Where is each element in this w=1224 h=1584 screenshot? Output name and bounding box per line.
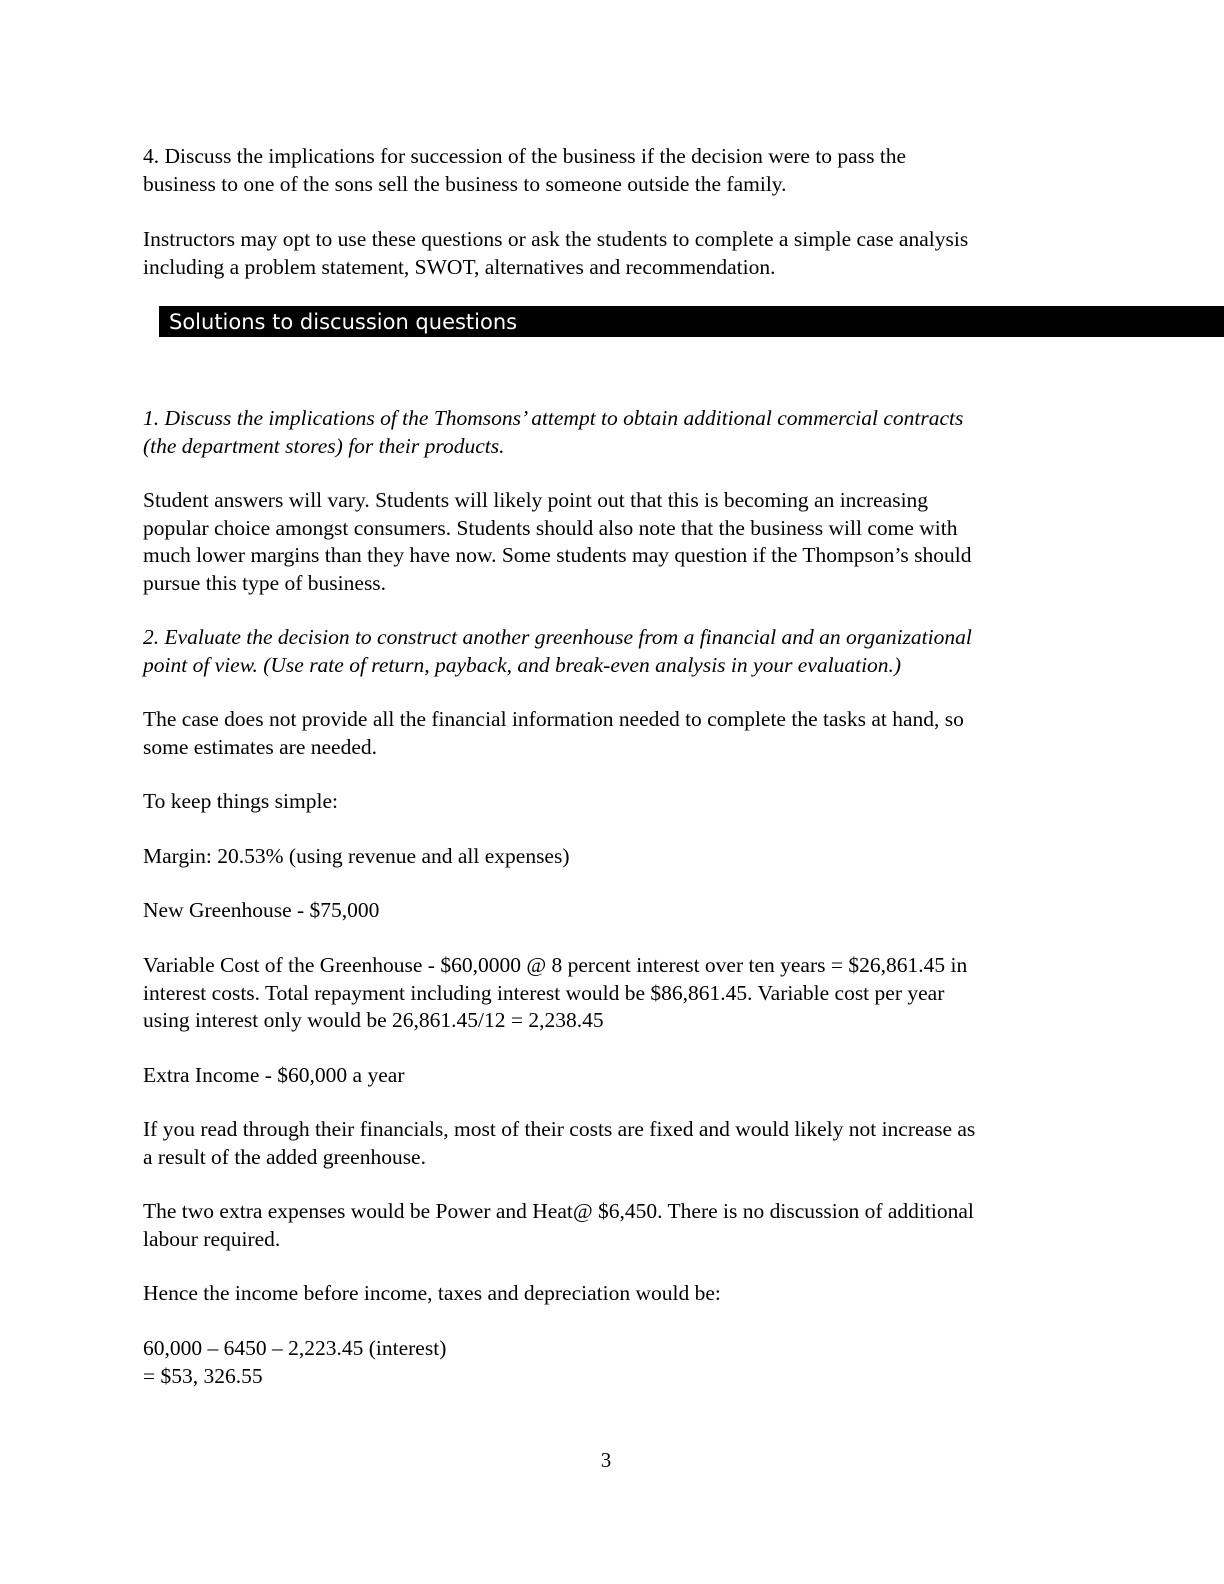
- question-1-paragraph: [143, 405, 1078, 460]
- text-line: a result of the added greenhouse.: [143, 1144, 426, 1169]
- section-header-bar: [159, 306, 1224, 337]
- text-line: (the department stores) for their products.: [143, 433, 505, 458]
- text-line: point of view. (Use rate of return, payback, and break-even analysis in your evaluation.): [143, 652, 902, 677]
- margin-line: [143, 843, 1078, 871]
- text-line: 1. Discuss the implications of the Thomsons’ attempt to obtain additional commercial contracts: [143, 406, 964, 430]
- text-line: New Greenhouse - $75,000: [143, 898, 380, 922]
- text-line: labour required.: [143, 1226, 281, 1251]
- text-line: 4. Discuss the implications for succession of the business if the decision were to pass the: [143, 144, 907, 168]
- text-line: 2. Evaluate the decision to construct another greenhouse from a financial and an organizational: [143, 625, 972, 649]
- text-line: much lower margins than they have now. Some students may question if the Thompson’s should: [143, 543, 972, 567]
- answer-2-intro-paragraph: [143, 706, 1078, 761]
- extra-expenses-paragraph: [143, 1198, 1078, 1253]
- new-greenhouse-line: [143, 897, 1078, 925]
- instructors-note-paragraph: [143, 226, 1078, 281]
- text-line: Variable Cost of the Greenhouse - $60,0000 @ 8 percent interest over ten years = $26,861.45 in: [143, 953, 968, 977]
- text-line: some estimates are needed.: [143, 734, 378, 759]
- text-line: The case does not provide all the financial information needed to complete the tasks at hand, so: [143, 707, 964, 731]
- text-line: interest costs. Total repayment including interest would be $86,861.45. Variable cost per year: [143, 980, 945, 1005]
- text-line: including a problem statement, SWOT, alternatives and recommendation.: [143, 254, 776, 279]
- text-line: If you read through their financials, most of their costs are fixed and would likely not increase as: [143, 1117, 976, 1141]
- answer-1-paragraph: [143, 487, 1078, 597]
- calculation-block: [143, 1335, 1078, 1390]
- text-line: = $53, 326.55: [143, 1363, 263, 1388]
- text-line: The two extra expenses would be Power and Heat@ $6,450. There is no discussion of additional: [143, 1199, 974, 1223]
- text-line: popular choice amongst consumers. Students should also note that the business will come with: [143, 515, 958, 540]
- text-line: pursue this type of business.: [143, 570, 387, 595]
- question-4-paragraph: [143, 143, 1078, 198]
- financials-note-paragraph: [143, 1116, 1078, 1171]
- hence-line: [143, 1280, 1078, 1308]
- text-line: using interest only would be 26,861.45/12 = 2,238.45: [143, 1008, 604, 1032]
- section-title: Solutions to discussion questions: [169, 310, 518, 334]
- text-line: 60,000 – 6450 – 2,223.45 (interest): [143, 1336, 447, 1360]
- page-number: 3: [600, 1448, 612, 1472]
- text-line: Extra Income - $60,000 a year: [143, 1063, 405, 1087]
- extra-income-line: [143, 1062, 1078, 1090]
- text-line: Margin: 20.53% (using revenue and all expenses): [143, 844, 570, 868]
- text-line: Hence the income before income, taxes and depreciation would be:: [143, 1281, 721, 1305]
- question-2-paragraph: [143, 624, 1078, 679]
- text-line: business to one of the sons sell the business to someone outside the family.: [143, 171, 787, 196]
- keep-simple-line: [143, 788, 1078, 816]
- text-line: Instructors may opt to use these questions or ask the students to complete a simple case analysis: [143, 227, 969, 251]
- text-line: Student answers will vary. Students will likely point out that this is becoming an increasing: [143, 488, 929, 512]
- text-line: To keep things simple:: [143, 789, 338, 813]
- variable-cost-paragraph: [143, 952, 1078, 1035]
